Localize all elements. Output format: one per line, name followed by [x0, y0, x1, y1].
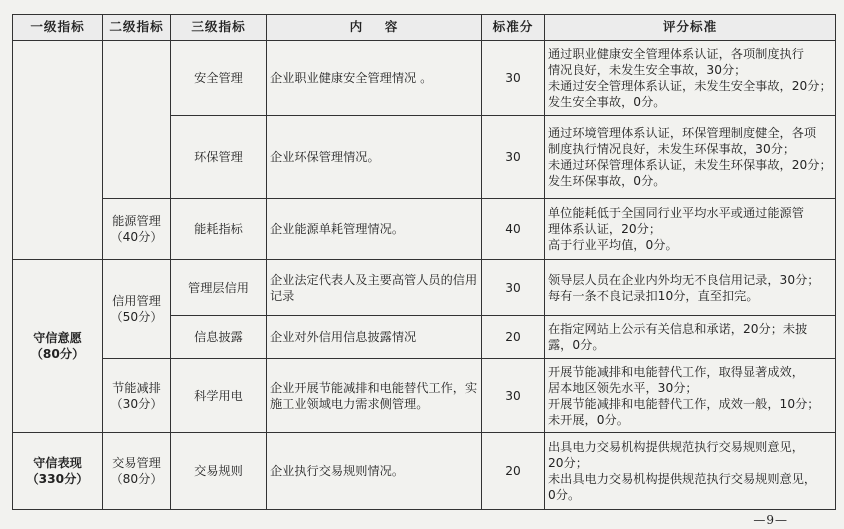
criteria-line: 发生安全事故，0分。	[548, 94, 666, 109]
level2-cell	[103, 432, 171, 509]
level1-name: 守信意愿	[33, 331, 82, 346]
level1-name: 守信表现	[33, 455, 82, 470]
table-header-row	[13, 15, 836, 41]
criteria-line: 领导层人员在企业内外均无不良信用记录，30分；	[548, 272, 820, 287]
standard-score-cell: 20	[482, 432, 545, 509]
criteria-cell	[545, 260, 836, 316]
criteria-line: 露，0分。	[548, 338, 605, 353]
standard-score-cell: 30	[482, 40, 545, 115]
header-level2: 二级指标	[103, 15, 171, 41]
level2-cell	[103, 359, 171, 432]
level2-name: 交易管理	[112, 455, 161, 470]
level2-name: 节能减排	[112, 380, 161, 395]
criteria-line: 0分。	[548, 487, 581, 502]
criteria-cell	[545, 316, 836, 359]
criteria-line: 未出具电力交易机构提供规范执行交易规则意见，	[548, 471, 817, 486]
criteria-line: 未开展，0分。	[548, 412, 629, 427]
criteria-line: 未通过环保管理体系认证，未发生环保事故，20分；	[548, 157, 832, 172]
criteria-line: 居本地区领先水平，30分；	[548, 380, 698, 395]
header-level3: 三级指标	[171, 15, 267, 41]
criteria-line: 开展节能减排和电能替代工作，取得显著成效，	[548, 364, 804, 379]
content-cell: 企业开展节能减排和电能替代工作，实施工业领域电力需求侧管理。	[267, 359, 482, 432]
criteria-line: 20分；	[548, 455, 588, 470]
level2-cell-empty	[103, 40, 171, 198]
content-cell: 企业执行交易规则情况。	[267, 432, 482, 509]
level3-cell: 环保管理	[171, 116, 267, 199]
table-row	[13, 359, 836, 432]
standard-score-cell: 30	[482, 359, 545, 432]
criteria-line: 高于行业平均值，0分。	[548, 238, 678, 252]
standard-score-cell: 20	[482, 316, 545, 359]
criteria-line: 通过环境管理体系认证，环保管理制度健全，各项	[548, 125, 817, 140]
level1-cell	[13, 260, 103, 432]
criteria-line: 单位能耗低于全国同行业平均水平或通过能源管	[548, 206, 804, 220]
criteria-cell	[545, 432, 836, 509]
criteria-cell	[545, 40, 836, 115]
standard-score-cell: 30	[482, 116, 545, 199]
criteria-line: 开展节能减排和电能替代工作，成效一般，10分；	[548, 396, 820, 411]
level3-cell: 信息披露	[171, 316, 267, 359]
content-cell: 企业职业健康安全管理情况 。	[267, 40, 482, 115]
level3-cell: 安全管理	[171, 40, 267, 115]
criteria-line: 情况良好，未发生安全事故，30分；	[548, 62, 747, 77]
table-row	[13, 40, 836, 115]
criteria-cell	[545, 198, 836, 260]
criteria-cell	[545, 359, 836, 432]
level3-cell: 管理层信用	[171, 260, 267, 316]
table-row	[13, 198, 836, 260]
standard-score-cell: 40	[482, 198, 545, 260]
header-level1: 一级指标	[13, 15, 103, 41]
criteria-line: 未通过安全管理体系认证，未发生安全事故，20分；	[548, 78, 832, 93]
level3-cell: 交易规则	[171, 432, 267, 509]
criteria-line: 制度执行情况良好，未发生环保事故，30分；	[548, 141, 796, 156]
content-cell: 企业对外信用信息披露情况	[267, 316, 482, 359]
level2-score: （50分）	[110, 310, 163, 325]
level1-score: （80分）	[30, 347, 85, 362]
level3-cell: 科学用电	[171, 359, 267, 432]
header-standard-score: 标准分	[482, 15, 545, 41]
page-number: —9—	[753, 513, 788, 527]
criteria-line: 理体系认证，20分；	[548, 222, 662, 236]
table-row	[13, 432, 836, 509]
level2-name: 信用管理	[112, 294, 161, 309]
criteria-cell	[545, 116, 836, 199]
level2-score: （80分）	[110, 471, 163, 486]
criteria-line: 发生环保事故，0分。	[548, 173, 666, 188]
level2-name: 能源管理	[112, 214, 161, 228]
criteria-line: 通过职业健康安全管理体系认证，各项制度执行	[548, 46, 804, 61]
criteria-line: 在指定网站上公示有关信息和承诺，20分；未披	[548, 322, 808, 337]
content-cell: 企业环保管理情况。	[267, 116, 482, 199]
level2-score: （30分）	[110, 396, 163, 411]
level2-score: （40分）	[110, 230, 163, 244]
level3-cell: 能耗指标	[171, 198, 267, 260]
level1-cell-empty	[13, 40, 103, 260]
criteria-line: 出具电力交易机构提供规范执行交易规则意见，	[548, 439, 804, 454]
level1-score: （330分）	[26, 471, 89, 486]
level2-cell	[103, 260, 171, 359]
header-content: 内 容	[267, 15, 482, 41]
table-row	[13, 260, 836, 316]
criteria-line: 每有一条不良记录扣10分，直至扣完。	[548, 288, 759, 303]
header-criteria: 评分标准	[545, 15, 836, 41]
level2-cell	[103, 198, 171, 260]
scoring-table	[12, 14, 836, 510]
content-cell: 企业能源单耗管理情况。	[267, 198, 482, 260]
content-cell: 企业法定代表人及主要高管人员的信用记录	[267, 260, 482, 316]
standard-score-cell: 30	[482, 260, 545, 316]
level1-cell	[13, 432, 103, 509]
